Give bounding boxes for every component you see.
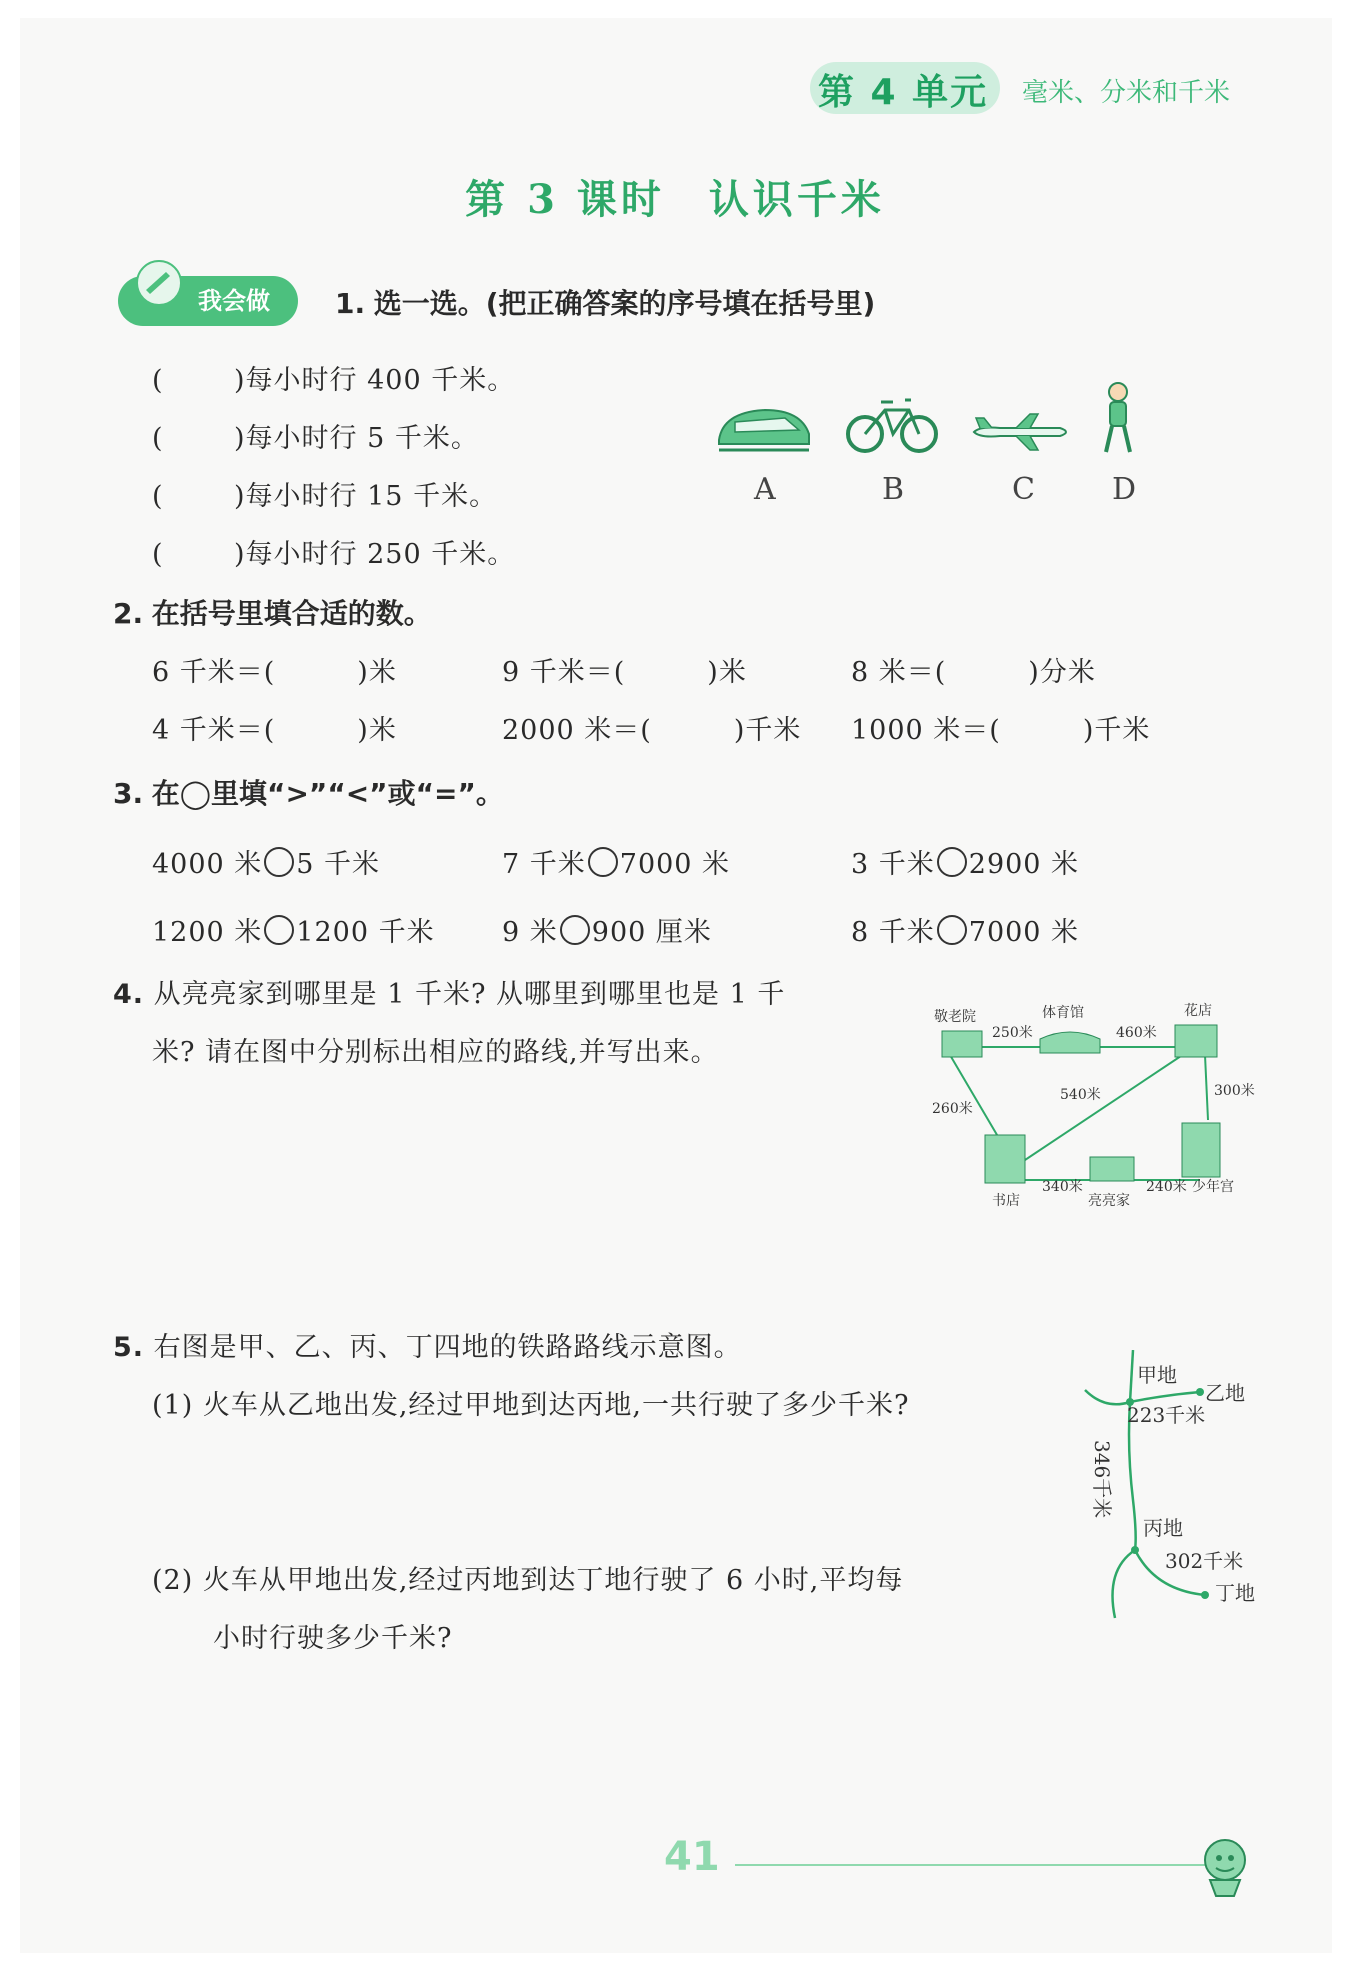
place-label: 花店 [1184,1003,1212,1019]
place-label: 丙地 [1143,1516,1183,1540]
distance-label: 250米 [992,1025,1033,1041]
unit-subtitle: 毫米、分米和千米 [1022,78,1231,108]
q2-blank: 8 米＝( )分米 [851,657,1096,688]
q1-item-1: ( )每小时行 400 千米。 [152,365,516,396]
place-label: 乙地 [1205,1381,1245,1405]
q3-compare: 8 千米 7000 米 [851,910,1079,949]
compare-circle[interactable] [935,845,969,879]
place-label: 体育馆 [1042,1005,1084,1021]
q2-blank: 1000 米＝( )千米 [851,715,1151,746]
answer-open-paren[interactable]: ( [152,423,164,454]
q5-heading: 5. 右图是甲、乙、丙、丁四地的铁路路线示意图。 [113,1332,742,1363]
place-label: 丁地 [1215,1581,1255,1605]
q2-number: 2. [113,597,144,630]
q5-sub-2-line-2: 小时行驶多少千米? [213,1623,453,1654]
lesson-title: 第 3 课时 认识千米 [465,176,885,223]
answer-open-paren[interactable]: ( [152,365,164,396]
q1-title: 选一选。(把正确答案的序号填在括号里) [373,287,876,320]
q5-sub-1: (1) 火车从乙地出发,经过甲地到达丙地,一共行驶了多少千米? [152,1390,910,1421]
high-speed-train-icon [715,400,813,456]
compare-circle[interactable] [558,913,592,947]
q3-compare: 4000 米 5 千米 [152,842,380,881]
distance-label: 260米 [932,1101,973,1117]
place-label: 书店 [992,1193,1020,1209]
airplane-icon [970,412,1074,452]
q3-heading [113,772,504,812]
q4-line-2: 米? 请在图中分别标出相应的路线,并写出来。 [152,1037,719,1068]
distance-label: 223千米 [1127,1403,1206,1427]
section-badge: 我会做 [118,276,298,326]
walking-boy-icon [1098,380,1138,456]
q2-title: 在括号里填合适的数。 [151,597,432,630]
distance-label: 540米 [1060,1087,1101,1103]
distance-label: 300米 [1214,1083,1255,1099]
q3-compare: 9 米 900 厘米 [502,910,712,949]
page-number: 41 [664,1834,720,1880]
compare-circle[interactable] [262,845,296,879]
distance-label: 340米 [1042,1179,1083,1195]
q5-sub-2-line-1: (2) 火车从甲地出发,经过丙地到达丁地行驶了 6 小时,平均每 [152,1565,904,1596]
place-label: 亮亮家 [1088,1193,1130,1209]
q4-route-map [930,995,1260,1215]
option-b-label: B [882,472,905,507]
answer-open-paren[interactable]: ( [152,539,164,570]
q3-compare: 7 千米 7000 米 [502,842,730,881]
distance-label: 240米 [1146,1179,1187,1195]
q1-heading [335,282,875,322]
q2-blank: 2000 米＝( )千米 [502,715,802,746]
q2-blank: 4 千米＝( )米 [152,715,397,746]
mascot-icon [1190,1830,1260,1900]
unit-title: 第 4 单元 [818,72,989,113]
distance-label: 460米 [1116,1025,1157,1041]
q2-blank: 6 千米＝( )米 [152,657,397,688]
distance-label: 346千米 [1090,1440,1114,1519]
q3-compare: 3 千米 2900 米 [851,842,1079,881]
option-c-label: C [1012,472,1035,507]
place-label: 甲地 [1137,1363,1177,1387]
q3-title: 在◯里填“>”“<”或“=”。 [151,777,504,810]
answer-open-paren[interactable]: ( [152,481,164,512]
place-label: 少年宫 [1192,1179,1234,1195]
q4-line-1: 4. 从亮亮家到哪里是 1 千米? 从哪里到哪里也是 1 千 [113,979,786,1010]
q3-number: 3. [113,777,144,810]
q1-item-2: ( )每小时行 5 千米。 [152,423,479,454]
option-d-label: D [1112,472,1137,507]
option-a-label: A [754,472,776,507]
bicycle-icon [845,392,939,456]
q1-number: 1. [335,287,366,320]
compare-circle[interactable] [935,913,969,947]
q1-item-3: ( )每小时行 15 千米。 [152,481,498,512]
q2-blank: 9 千米＝( )米 [502,657,747,688]
q3-compare: 1200 米 1200 千米 [152,910,435,949]
footer-rule [735,1864,1205,1866]
distance-label: 302千米 [1165,1549,1244,1573]
compare-circle[interactable] [586,845,620,879]
compare-circle[interactable] [262,913,296,947]
q5-railway-map [1075,1350,1275,1620]
pencil-hand-icon [134,258,184,308]
q1-item-4: ( )每小时行 250 千米。 [152,539,516,570]
place-label: 敬老院 [934,1009,976,1025]
q2-heading [113,592,432,632]
